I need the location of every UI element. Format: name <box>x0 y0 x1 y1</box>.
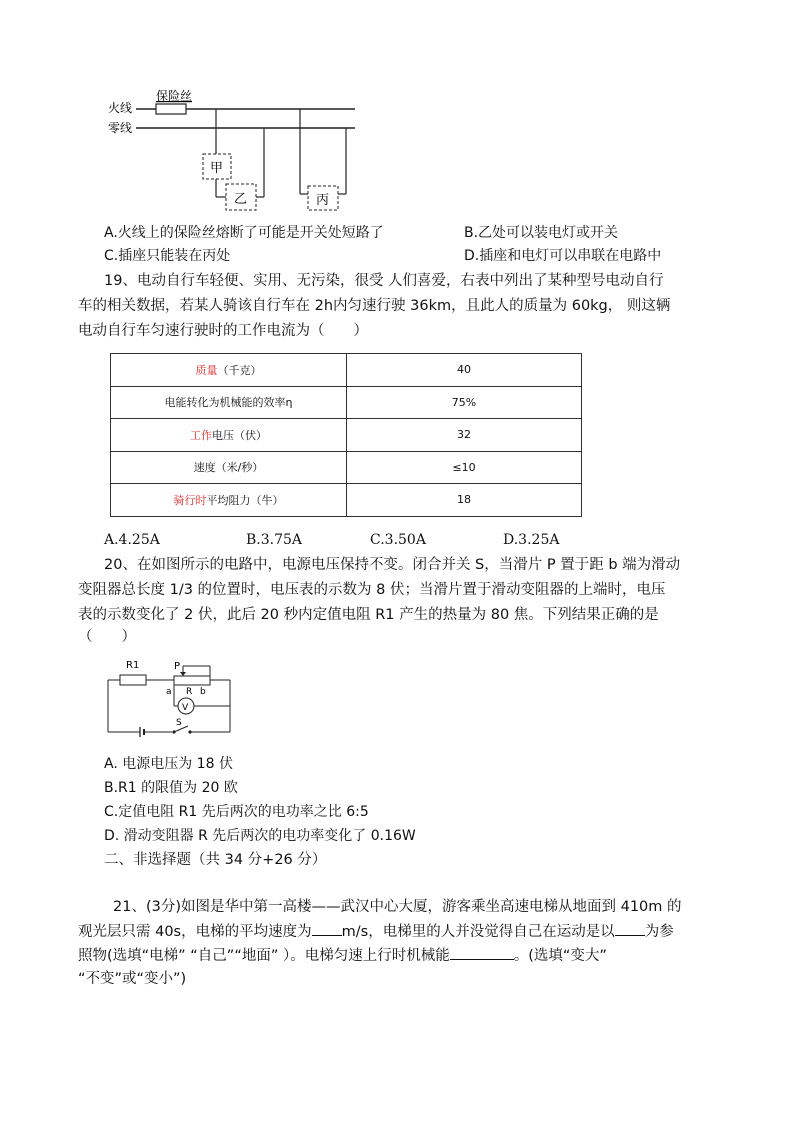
q19-option-c: C.3.50A <box>370 532 426 548</box>
a-label: a <box>166 687 172 697</box>
box-jia-label: 甲 <box>210 161 224 176</box>
q20-text-line3: 表的示数变化了 2 伏，此后 20 秒内定值电阻 R1 产生的热量为 80 焦。下列结果正确的是 <box>78 607 659 623</box>
table-value: 32 <box>347 419 582 452</box>
q20-text-line4: （ ） <box>78 629 136 645</box>
q19-text-line1: 19、电动自行车轻便、实用、无污染，很受 人们喜爱，右表中列出了某种型号电动自行 <box>104 273 664 289</box>
table-key: 速度（米/秒） <box>111 451 347 484</box>
p-label: P <box>174 661 181 672</box>
table-row <box>111 354 582 387</box>
section-heading: 二、非选择题（共 34 分+26 分） <box>104 852 327 868</box>
bike-spec-table <box>110 353 582 517</box>
q20-option-b: B.R1 的限值为 20 欧 <box>104 780 238 796</box>
q19-text-line3: 电动自行车匀速行驶时的工作电流为（ ） <box>78 323 368 339</box>
switch-label: S <box>176 718 182 728</box>
q19-text-line2: 车的相关数据，若某人骑该自行车在 2h内匀速行驶 36km，且此人的质量为 60kg， 则这辆 <box>78 298 671 314</box>
blank-reference[interactable] <box>615 921 645 936</box>
slider-arrow <box>180 672 186 676</box>
household-circuit-diagram <box>100 84 370 216</box>
table-row <box>111 451 582 484</box>
box-yi-label: 乙 <box>234 192 248 207</box>
table-key: 质量（千克） <box>111 354 347 387</box>
neutral-wire-label: 零线 <box>108 121 133 135</box>
voltmeter-label: V <box>182 703 189 713</box>
q20-text-line1: 20、在如图所示的电路中，电源电压保持不变。闭合并关 S，当滑片 P 置于距 b 端为滑动 <box>104 557 681 573</box>
table-key: 电能转化为机械能的效率η <box>111 386 347 419</box>
rheostat-r <box>174 676 210 685</box>
table-key: 骑行时平均阻力（牛） <box>111 484 347 517</box>
q18-option-c: C.插座只能装在丙处 <box>104 248 231 264</box>
table-value: 18 <box>347 484 582 517</box>
r1-resistor <box>120 675 146 685</box>
fuse-label: 保险丝 <box>156 89 193 103</box>
table-value: 40 <box>347 354 582 387</box>
table-row <box>111 484 582 517</box>
table-value: 75% <box>347 386 582 419</box>
q21-text-line3: 照物(选填“电梯” “自己”“地面” ）。电梯匀速上行时机械能 。(选填“变大” <box>78 945 607 966</box>
blank-mechanical-energy[interactable] <box>450 945 514 960</box>
q19-option-d: D.3.25A <box>503 532 560 548</box>
q18-option-b: B.乙处可以装电灯或开关 <box>464 225 619 241</box>
r1-label: R1 <box>126 660 140 671</box>
q21-text-line2: 观光层只需 40s，电梯的平均速度为 m/s，电梯里的人并没觉得自己在运动是以 为参 <box>78 921 674 942</box>
table-key: 工作电压（伏） <box>111 419 347 452</box>
q21-text-line1: 21、(3分)如图是华中第一高楼——武汉中心大厦，游客乘坐高速电梯从地面到 410m 的 <box>113 899 682 915</box>
q20-text-line2: 变阻器总长度 1/3 的位置时，电压表的示数为 8 伏；当滑片置于滑动变阻器的上端时，电压 <box>78 582 666 598</box>
b-label: b <box>200 687 206 697</box>
q20-circuit-diagram <box>100 656 240 740</box>
q20-option-a: A. 电源电压为 18 伏 <box>104 756 233 772</box>
fuse-symbol <box>156 104 186 114</box>
q19-option-a: A.4.25A <box>104 532 160 548</box>
blank-speed[interactable] <box>312 921 342 936</box>
q20-option-c: C.定值电阻 R1 先后两次的电功率之比 6:5 <box>104 804 369 820</box>
q21-text-line4: “不变”或“变小”) <box>78 971 187 987</box>
box-bing-label: 丙 <box>316 193 330 208</box>
table-row <box>111 386 582 419</box>
q19-option-b: B.3.75A <box>246 532 303 548</box>
fire-wire-label: 火线 <box>108 101 133 115</box>
q18-option-d: D.插座和电灯可以串联在电路中 <box>464 248 662 264</box>
q20-option-d: D. 滑动变阻器 R 先后两次的电功率变化了 0.16W <box>104 828 416 844</box>
q18-option-a: A.火线上的保险丝熔断了可能是开关处短路了 <box>104 225 384 241</box>
r-label: R <box>186 687 193 697</box>
table-row <box>111 419 582 452</box>
table-value: ≤10 <box>347 451 582 484</box>
